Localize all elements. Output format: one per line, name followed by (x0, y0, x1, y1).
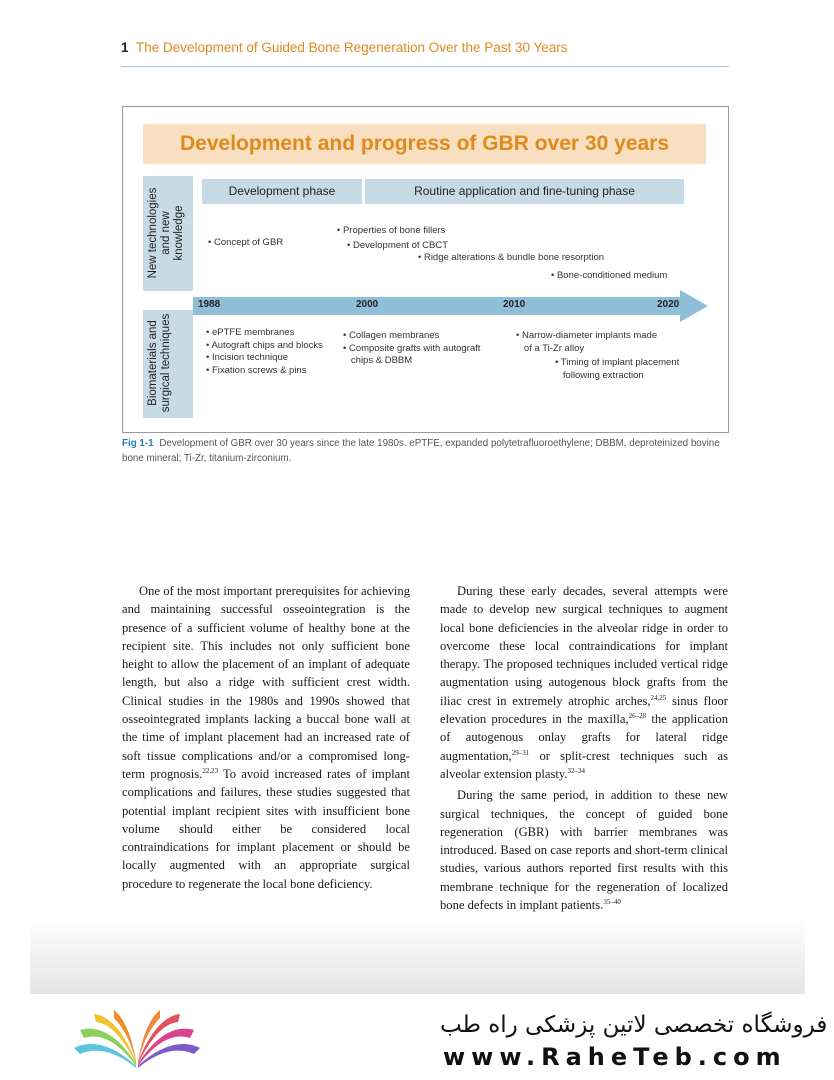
body-column-right (440, 582, 728, 914)
paragraph (122, 582, 410, 893)
text-run: To avoid increased rates of implant complications and failures, these studies suggested that potential implant recipient sites with insufficient bone volume should either be considered local contraindications for implant placement or should be locally augmented with an appropriate surgical procedure to regenerate the local bone deficiency. (122, 766, 410, 891)
running-header (121, 40, 568, 55)
citation: 32–34 (567, 766, 586, 775)
text-run: During these early decades, several attempts were made to develop new surgical techniques to augment local bone deficiencies in the alveolar ridge in order to overcome these local contraindications for implant therapy. The proposed techniques included vertical ridge augmentation using autogenous block grafts from the iliac crest in extremely atrophic arches, (440, 584, 728, 708)
chapter-title: The Development of Guided Bone Regeneration Over the Past 30 Years (136, 40, 568, 55)
text-run: During the same period, in addition to these new surgical techniques, the concept of guided bone regeneration (GBR) with barrier membranes was introduced. Based on case reports and short-term clinical studies, various authors reported first results with this membrane technique for the regeneration of localized bone defects in implant patients. (440, 788, 728, 913)
note-cbct: • Development of CBCT (347, 240, 449, 251)
list-item: • Fixation screws & pins (206, 364, 307, 376)
text-run: sinus floor elevation procedures in the maxilla, (440, 693, 728, 727)
list-item: • Composite grafts with autograft (343, 342, 481, 354)
list-item: • Narrow-diameter implants made (516, 330, 658, 341)
text-run: the application of autogenous onlay grafts for lateral ridge augmentation, (440, 712, 728, 763)
list-item: chips & DBBM (343, 355, 413, 366)
citation: 26–28 (628, 711, 647, 720)
paragraph (440, 786, 728, 914)
year-label: 2020 (657, 299, 680, 310)
text-run: or split-crest techniques such as alveolar extension plasty. (440, 748, 728, 781)
text-run: One of the most important prerequisites for achieving and maintaining successful osseointegration is the presence of a sufficient volume of healthy bone at the recipient site. This includes not only sufficient bone height to allow the placement of an implant of adequate length, but also a ridge with sufficient crest width. Clinical studies in the 1980s and 1990s showed that osseointegrated implants lacking a buccal bone wall at the time of implant placement had an increased rate of soft tissue complications and/or a compromised long-term prognosis. (122, 584, 410, 781)
open-book-logo-icon (72, 1008, 202, 1074)
footer-shadow (30, 918, 805, 994)
year-label: 2010 (503, 299, 526, 310)
caption-text: Development of GBR over 30 years since the late 1980s. ePTFE, expanded polytetrafluoroethylene; DBBM, deproteinized bovine bone mineral; Ti-Zr, titanium-zirconium. (122, 438, 720, 464)
citation: 29–31 (511, 748, 530, 757)
list-item: of a Ti-Zr alloy (516, 342, 585, 354)
body-column-left (122, 582, 410, 893)
year-label: 2000 (356, 299, 379, 310)
chapter-number: 1 (121, 40, 129, 55)
citation: 35–40 (603, 897, 621, 906)
list-item: following extraction (555, 369, 644, 381)
year-label: 1988 (198, 299, 221, 310)
biomaterials-group-4 (555, 357, 679, 382)
timeline-arrow (193, 290, 708, 324)
caption-label: Fig 1-1 (122, 438, 154, 449)
citation: 24,25 (650, 693, 667, 702)
side-label-biomaterials: Biomaterials and surgical techniques (147, 313, 172, 413)
list-item: • ePTFE membranes (206, 327, 295, 338)
figure-title: Development and progress of GBR over 30 years (180, 132, 669, 155)
citation: 22,23 (202, 766, 219, 775)
list-item: • Timing of implant placement (555, 357, 680, 368)
list-item: • Autograft chips and blocks (206, 339, 323, 351)
phase-development: Development phase (202, 179, 362, 204)
biomaterials-group-3 (516, 330, 657, 355)
list-item: • Collagen membranes (343, 330, 440, 341)
biomaterials-group-1 (206, 327, 323, 377)
list-item: • Incision technique (206, 352, 289, 363)
paragraph (440, 582, 728, 783)
biomaterials-group-2 (343, 330, 480, 368)
store-name: فروشگاه تخصصی لاتین پزشکی راه طب (440, 1012, 828, 1038)
figure-caption (122, 436, 730, 466)
note-bone-fillers: • Properties of bone fillers (337, 225, 446, 236)
header-divider (121, 66, 729, 67)
note-bone-conditioned: • Bone-conditioned medium (551, 270, 668, 281)
note-ridge-alterations: • Ridge alterations & bundle bone resorption (418, 252, 605, 263)
note-concept-gbr: • Concept of GBR (208, 237, 284, 248)
website-link[interactable]: www.RaheTeb.com (443, 1043, 787, 1071)
side-label-knowledge: New technologies and new knowledge (147, 187, 185, 279)
phase-routine: Routine application and fine-tuning phase (365, 179, 684, 204)
